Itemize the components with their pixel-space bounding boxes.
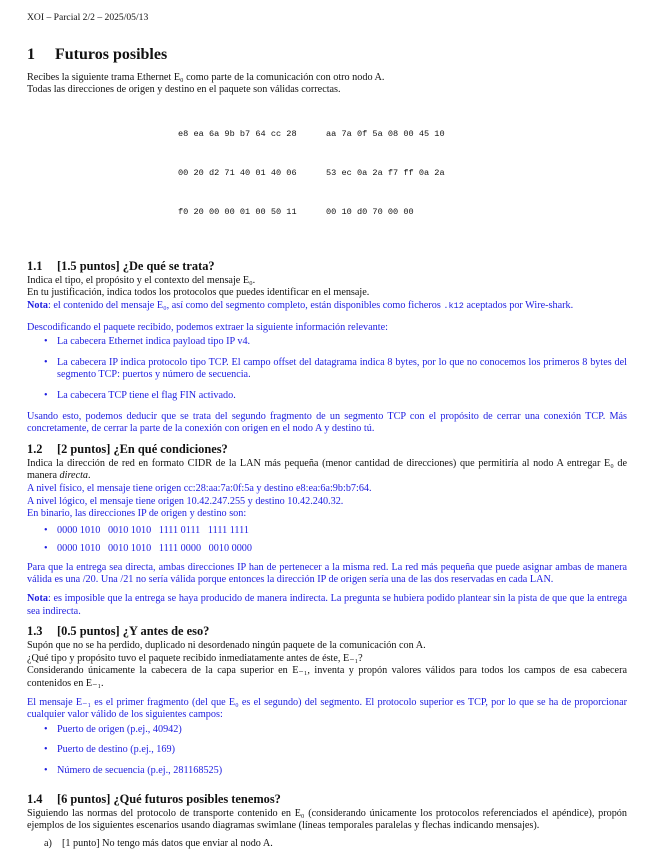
section-number: 1: [27, 45, 35, 63]
subsection-number: 1.3: [27, 624, 43, 639]
intro-line-2: Todas las direcciones de origen y destino en el paquete son válidas correctas.: [27, 84, 341, 96]
scenario-list: [27, 838, 627, 850]
subsection-title: [6 puntos] ¿Qué futuros posibles tenemos?: [57, 791, 281, 806]
section-title: Futuros posibles: [55, 45, 168, 63]
subsection-title: [2 puntos] ¿En qué condiciones?: [57, 441, 228, 456]
emphasis: directa: [59, 470, 89, 482]
file-extension: .k12: [443, 300, 464, 311]
question-text: Supón que no se ha perdido, duplicado ni desordenado ningún paquete de la comunicación con A.: [27, 640, 426, 652]
list-item: • La cabecera Ethernet indica payload tipo IP v4.: [27, 336, 627, 349]
hex-dump: [178, 102, 627, 245]
answer-line: En binario, las direcciones IP de origen y destino son:: [27, 508, 247, 520]
hex-row: [178, 167, 627, 180]
list-item: • Puerto de destino (p.ej., 169): [27, 744, 627, 757]
note-label: Nota: [27, 299, 48, 311]
question-text: Considerando únicamente la cabecera de la capa superior en E₋₁, inventa y propón valores válidos para todos los campos de esa cabecera contenidos en E₋₁.: [27, 665, 627, 690]
list-item: • La cabecera TCP tiene el flag FIN activado.: [27, 390, 627, 403]
subsection-title: [1.5 puntos] ¿De qué se trata?: [57, 258, 215, 273]
subsection-number: 1.4: [27, 791, 43, 806]
item-label: a): [44, 837, 52, 849]
answer-conclusion: Usando esto, podemos deducir que se trata del segundo fragmento de un segmento TCP con el propósito de cerrar una conexión TCP. Más concretamente, de cerrar la parte de la conexión con origen en el nodo A y destino tú.: [27, 410, 627, 435]
note-text: : el contenido del mensaje E₀, así como del segmento completo, están disponibles como ficheros: [47, 299, 444, 311]
intro-line-1: Recibes la siguiente trama Ethernet E₀ como parte de la comunicación con otro nodo A.: [27, 71, 385, 83]
hex-cell: 00 20 d2 71 40 01 40 06: [178, 167, 297, 178]
binary-list: [27, 525, 627, 556]
subsection-number: 1.1: [27, 258, 43, 273]
hex-cell: e8 ea 6a 9b b7 64 cc 28: [178, 128, 297, 139]
answer-paragraph: Para que la entrega sea directa, ambas direcciones IP han de pertenecer a la misma red. La red más pequeña que puede asignar ambas de manera válida es una /20. Una /21 no sería válida porque entonces la dirección IP de origen sería una de las dos reservadas en cada LAN.: [27, 561, 627, 586]
punctuation: .: [88, 470, 91, 482]
note: [27, 300, 627, 313]
answer-paragraph: El mensaje E₋₁ es el primer fragmento (del que E₀ es el segundo) del segmento. El protocolo superior es TCP, por lo que se ha de proporcionar cualquier valor válido de los siguientes campos:: [27, 696, 627, 721]
binary-address: • 0000 1010 0010 1010 1111 0000 0010 0000: [27, 543, 627, 556]
question-text: ¿Qué tipo y propósito tuvo el paquete recibido inmediatamente antes de éste, E₋₁?: [27, 652, 363, 664]
section-1-heading: [27, 45, 627, 65]
list-item: • Número de secuencia (p.ej., 281168525): [27, 765, 627, 778]
question-text-part: Indica la dirección de red en formato CIDR de la LAN más pequeña (menor cantidad de direcciones) que permitiría al nodo A entregar E₀ de manera: [27, 457, 627, 482]
subsection-number: 1.2: [27, 441, 43, 456]
list-item: [27, 838, 627, 850]
question-text: Siguiendo las normas del protocolo de transporte contenido en E₀ (considerando únicamente los protocolos referenciados el apéndice), propón ejemplos de los siguientes escenarios usando diagramas swimlane (líneas temporales paralelas y flechas indicando mensajes).: [27, 807, 627, 832]
hex-cell: 53 ec 0a 2a f7 ff 0a 2a: [326, 167, 445, 178]
subsection-1-3-heading: [27, 624, 627, 639]
note-label: Nota: [27, 593, 48, 605]
note-text: aceptados por Wire-shark.: [463, 299, 574, 311]
hex-cell: 00 10 d0 70 00 00: [326, 206, 414, 217]
list-item: • La cabecera IP indica protocolo tipo TCP. El campo offset del datagrama indica 8 bytes, por lo que no conocemos los primeros 8 bytes del segmento TCP: puertos y número de secuencia.: [27, 357, 627, 382]
hex-cell: f0 20 00 00 01 00 50 11: [178, 206, 297, 217]
answer-list: [27, 336, 627, 402]
subsection-1-4-heading: [27, 792, 627, 807]
answer-list: [27, 724, 627, 778]
subsection-1-1-heading: [27, 259, 627, 274]
note-text: : es imposible que la entrega se haya producido de manera indirecta. La pregunta se hubiera podido plantear sin la pista de que que la entrega sea indirecta.: [27, 593, 627, 617]
answer-line: A nivel físico, el mensaje tiene origen cc:28:aa:7a:0f:5a y destino e8:ea:6a:9b:b7:64.: [27, 482, 372, 494]
hex-row: [178, 206, 627, 219]
note: [27, 593, 627, 618]
subsection-title: [0.5 puntos] ¿Y antes de eso?: [57, 624, 210, 639]
answer-intro: Descodificando el paquete recibido, podemos extraer la siguiente información relevante:: [27, 321, 388, 333]
item-text: [1 punto] No tengo más datos que enviar al nodo A.: [62, 837, 273, 849]
running-header: XOI – Parcial 2/2 – 2025/05/13: [27, 12, 149, 23]
document-page: [27, 12, 627, 850]
question-text: Indica el tipo, el propósito y el contexto del mensaje E₀.: [27, 274, 256, 286]
question-text: En tu justificación, indica todos los protocolos que puedes identificar en el mensaje.: [27, 287, 370, 299]
binary-address: • 0000 1010 0010 1010 1111 0111 1111 1111: [27, 525, 627, 538]
question-text: [27, 458, 627, 483]
hex-cell: aa 7a 0f 5a 08 00 45 10: [326, 128, 445, 139]
hex-row: [178, 128, 627, 141]
answer-line: A nivel lógico, el mensaje tiene origen 10.42.247.255 y destino 10.42.240.32.: [27, 495, 344, 507]
subsection-1-2-heading: [27, 442, 627, 457]
list-item: • Puerto de origen (p.ej., 40942): [27, 724, 627, 737]
